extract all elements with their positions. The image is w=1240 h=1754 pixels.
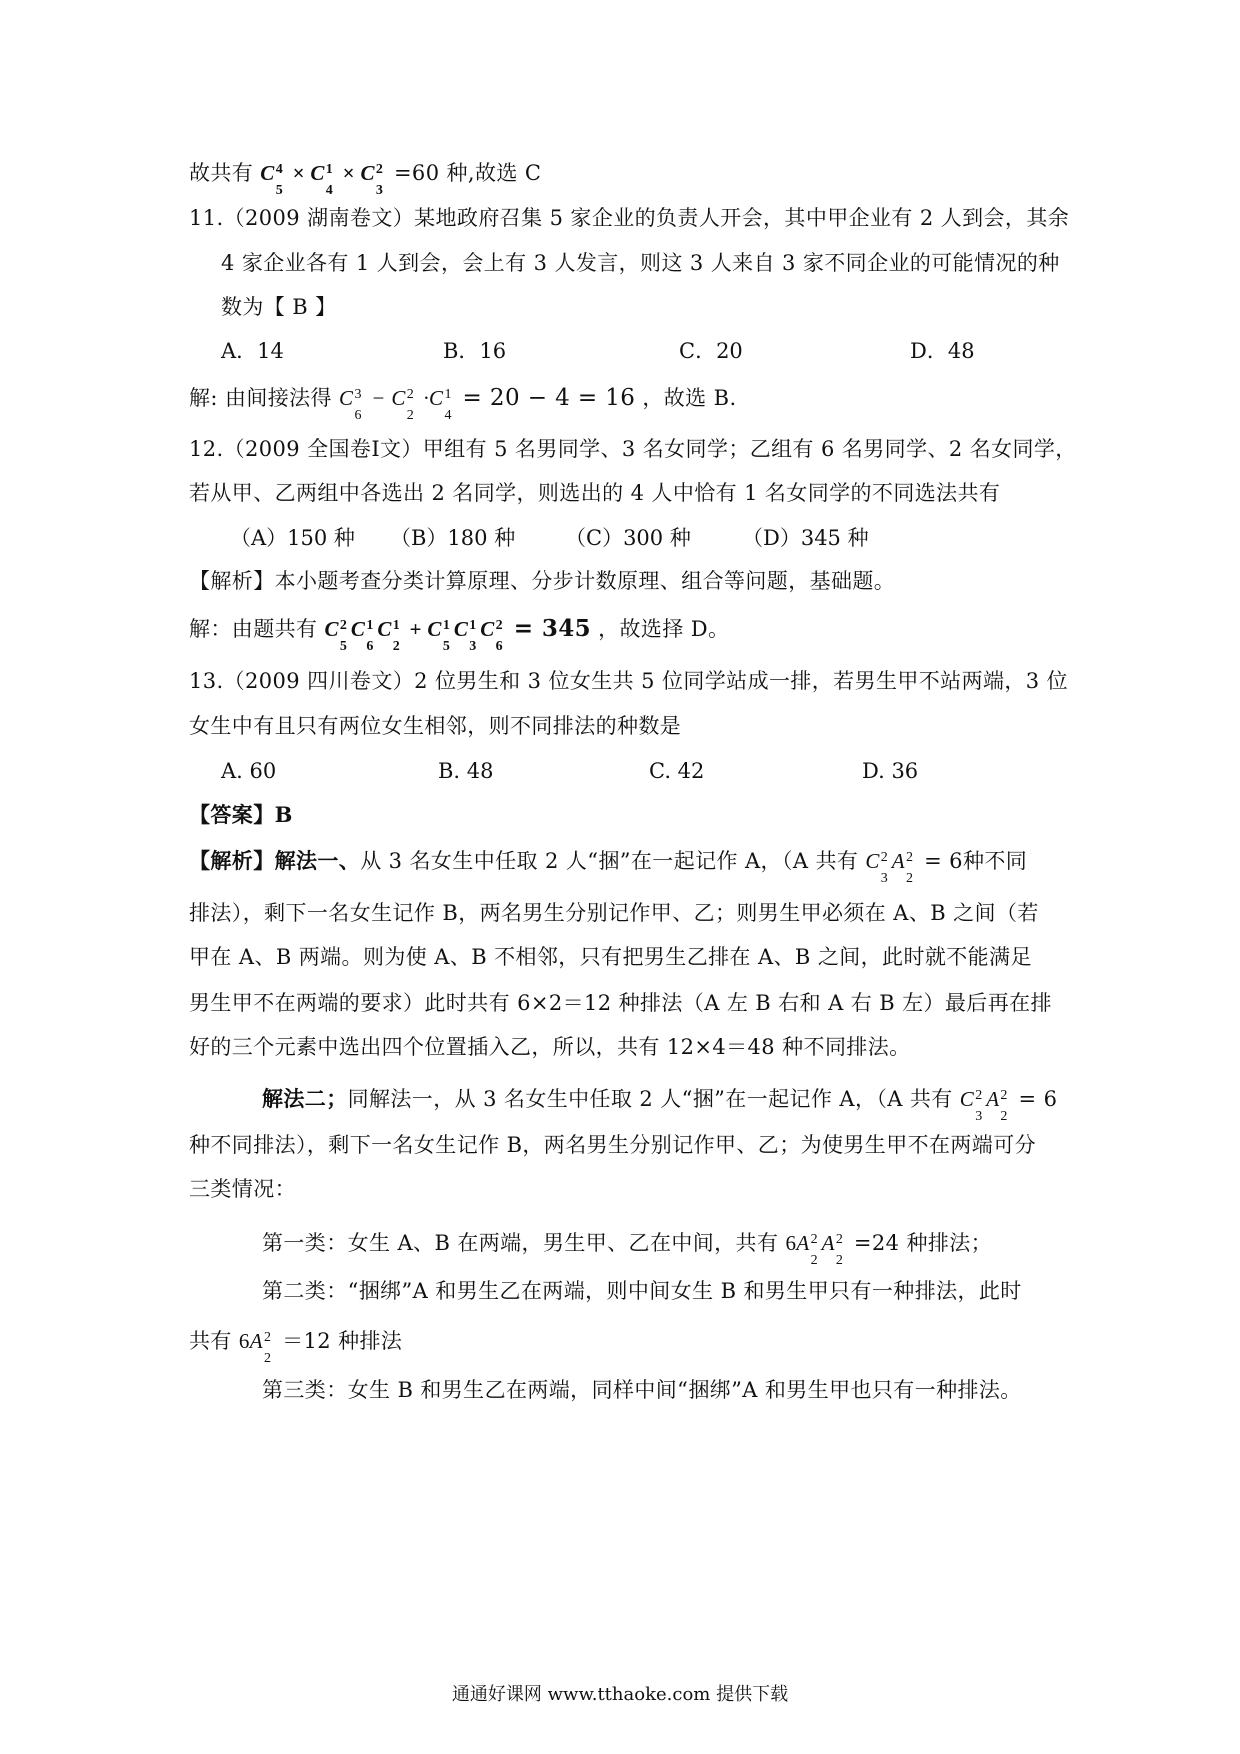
option-d: D. 36: [862, 759, 919, 783]
method-2-label: 解法二；: [262, 1086, 348, 1111]
method-1-line4: 男生甲不在两端的要求）此时共有 6×2＝12 种排法（A 左 B 右和 A 右 B 左）最后再在排: [189, 991, 1052, 1015]
method-1-line2: 排法），剩下一名女生记作 B，两名男生分别记作甲、乙；则男生甲必须在 A、B 之间（若: [189, 901, 1039, 925]
option-a: （A）150 种: [230, 526, 355, 550]
question-12-line1: 12.（2009 全国卷Ⅰ文）甲组有 5 名男同学、3 名女同学；乙组有 6 名男同学、2 名女同学，: [189, 437, 1077, 461]
formula-result: = 6: [924, 849, 963, 873]
solution-11: [189, 383, 737, 423]
question-12-line2: 若从甲、乙两组中各选出 2 名同学，则选出的 4 人中恰有 1 名女同学的不同选法共有: [189, 481, 1001, 505]
option-d: D．48: [910, 339, 975, 363]
text: 第一类：女生 A、B 在两端，男生甲、乙在中间，共有: [262, 1231, 779, 1255]
text: 解: 由间接法得: [189, 386, 332, 410]
text: 解：由题共有: [189, 617, 318, 641]
text: 共有: [189, 1329, 232, 1353]
option-b: B．16: [443, 339, 507, 363]
text: =24 种排法；: [853, 1231, 993, 1255]
question-13-line1: 13.（2009 四川卷文）2 位男生和 3 位女生共 5 位同学站成一排，若男生甲不站两端，3 位: [189, 669, 1069, 693]
text: =60 种,故选 C: [393, 161, 542, 185]
text: 故共有: [189, 161, 254, 185]
formula-sum: C 2 5 C 1 6 C 1 2 + C 1 5 C 1 3 C 2 6: [324, 617, 504, 654]
formula-case1: 6A 2 2 A 2 2: [785, 1231, 844, 1268]
text: 同解法一，从 3 名女生中任取 2 人“捆”在一起记作 A，（A 共有: [347, 1087, 953, 1111]
option-b: （B）180 种: [390, 526, 516, 550]
formula-indirect: C 3 6 − C 2 2 ·C 1 4: [339, 386, 452, 423]
formula-arrangement: C 2 3 A 2 2: [959, 1087, 1008, 1124]
method-1-line3: 甲在 A、B 两端。则为使 A、B 不相邻，只有把男生乙排在 A、B 之间，此时就不能满足: [189, 945, 1032, 969]
question-13-line2: 女生中有且只有两位女生相邻，则不同排法的种数是: [189, 714, 682, 738]
option-a: A. 60: [221, 759, 277, 783]
solution-12: [189, 614, 730, 654]
formula-arrangement: C 2 3 A 2 2: [865, 849, 914, 886]
option-c: C. 42: [649, 759, 705, 783]
question-11-line1: 11.（2009 湖南卷文）某地政府召集 5 家企业的负责人开会，其中甲企业有 2 人到会，其余: [189, 206, 1070, 230]
text: ＝12 种排法: [282, 1329, 403, 1353]
text: 种不同: [962, 849, 1028, 873]
method-2-line2: 种不同排法），剩下一名女生记作 B，两名男生分别记作甲、乙；为使男生甲不在两端可分: [189, 1133, 1037, 1157]
case-3: 第三类：女生 B 和男生乙在两端，同样中间“捆绑”A 和男生甲也只有一种排法。: [262, 1378, 1022, 1402]
method-1-line5: 好的三个元素中选出四个位置插入乙，所以，共有 12×4＝48 种不同排法。: [189, 1035, 911, 1059]
case-1: [262, 1228, 993, 1268]
option-c: C．20: [679, 339, 743, 363]
formula-combinations: C 4 5 × C 1 4 × C 2 3: [260, 161, 384, 198]
case-2-line2: [189, 1326, 403, 1366]
question-11-line3: 数为【 B 】: [221, 295, 337, 319]
question-11-line2: 4 家企业各有 1 人到会，会上有 3 人发言，则这 3 人来自 3 家不同企业的可能情况的种: [221, 251, 1060, 275]
method-1-label: 【解析】解法一、: [189, 848, 361, 873]
option-c: （C）300 种: [565, 526, 691, 550]
page-footer: 通通好课网 www.tthaoke.com 提供下载: [451, 1684, 789, 1705]
formula-result: = 345: [513, 615, 592, 642]
case-2-line1: 第二类：“捆绑”A 和男生乙在两端，则中间女生 B 和男生甲只有一种排法，此时: [262, 1279, 1022, 1303]
answer-13: 【答案】B: [189, 802, 293, 827]
text: ，故选择 D。: [598, 617, 730, 641]
text: 从 3 名女生中任取 2 人“捆”在一起记作 A，（A 共有: [360, 849, 859, 873]
method-2-line3: 三类情况：: [189, 1177, 296, 1201]
text-line: [189, 158, 542, 198]
option-d: （D）345 种: [742, 526, 869, 550]
option-a: A．14: [221, 339, 284, 363]
text: ，故选 B.: [642, 386, 737, 410]
formula-case2: 6A 2 2: [238, 1329, 272, 1366]
method-1-line1: [189, 846, 1028, 886]
method-2-line1: [262, 1084, 1058, 1124]
option-b: B. 48: [438, 759, 494, 783]
analysis-12: 【解析】本小题考查分类计算原理、分步计数原理、组合等问题，基础题。: [189, 569, 896, 593]
formula-result: = 6: [1018, 1087, 1058, 1111]
formula-result: = 20 − 4 = 16: [462, 385, 636, 411]
